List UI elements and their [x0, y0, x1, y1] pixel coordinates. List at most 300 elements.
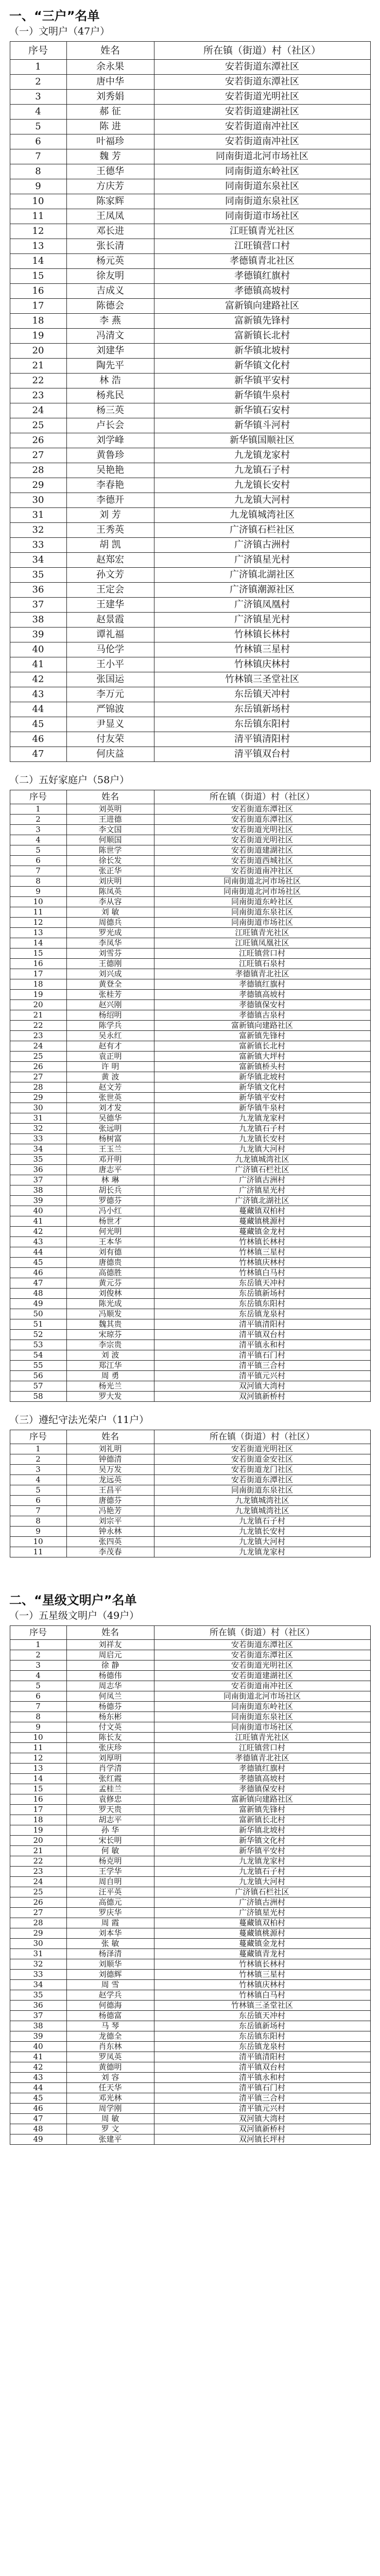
row-number: 10 — [10, 194, 66, 209]
location: 竹林镇庆林村 — [154, 1258, 370, 1268]
row-number: 37 — [10, 2011, 66, 2021]
location: 双河镇新桥村 — [154, 2124, 370, 2134]
location: 江旺镇青光社区 — [154, 224, 370, 239]
row-number: 50 — [10, 1309, 66, 1319]
person-name: 王学华 — [66, 1867, 154, 1877]
row-number: 9 — [10, 179, 66, 194]
location: 安若街道东潭社区 — [154, 804, 370, 815]
row-number: 1 — [10, 1640, 66, 1650]
table-row — [10, 1444, 370, 1454]
person-name: 刘秀娟 — [66, 90, 154, 105]
table-row — [10, 2011, 370, 2021]
person-name: 王小平 — [66, 657, 154, 672]
location: 江旺镇石泉村 — [154, 959, 370, 969]
table-row — [10, 448, 370, 463]
person-name: 陶先平 — [66, 359, 154, 374]
row-number: 13 — [10, 239, 66, 254]
table-row — [10, 1887, 370, 1897]
row-number: 15 — [10, 1784, 66, 1794]
person-name: 邓光林 — [66, 2093, 154, 2104]
table-row — [10, 239, 370, 254]
row-number: 45 — [10, 1258, 66, 1268]
person-name: 袁正明 — [66, 1052, 154, 1062]
row-number: 20 — [10, 1836, 66, 1846]
table-row — [10, 1805, 370, 1815]
row-number: 44 — [10, 702, 66, 717]
location: 安若街道金安社区 — [154, 1454, 370, 1465]
row-number: 6 — [10, 1496, 66, 1506]
row-number: 24 — [10, 1877, 66, 1887]
table-row — [10, 2062, 370, 2073]
table-row — [10, 1299, 370, 1309]
location: 安若街道建湖社区 — [154, 845, 370, 856]
row-number: 44 — [10, 1247, 66, 1258]
location: 新华镇牛泉村 — [154, 1103, 370, 1113]
person-name: 许 明 — [66, 1062, 154, 1072]
row-number: 12 — [10, 224, 66, 239]
location: 清平镇双台村 — [154, 1330, 370, 1340]
table-row — [10, 1537, 370, 1547]
person-name: 唐德贵 — [66, 1258, 154, 1268]
table-row — [10, 1897, 370, 1908]
row-number: 25 — [10, 418, 66, 433]
location: 广济镇北湖社区 — [154, 1196, 370, 1206]
table-row — [10, 269, 370, 284]
table-row — [10, 856, 370, 866]
table-row — [10, 1753, 370, 1764]
location: 安若街道南冲社区 — [154, 120, 370, 134]
row-number: 9 — [10, 1527, 66, 1537]
row-number: 57 — [10, 1381, 66, 1392]
table-row — [10, 1928, 370, 1939]
person-name: 何凤兰 — [66, 1691, 154, 1702]
person-name: 尹显义 — [66, 717, 154, 732]
person-name: 杨德芬 — [66, 1702, 154, 1712]
table-row — [10, 1216, 370, 1227]
row-number: 27 — [10, 1072, 66, 1082]
person-name: 张红霞 — [66, 1774, 154, 1784]
table-row — [10, 1671, 370, 1681]
location: 新华镇平安村 — [154, 1846, 370, 1856]
table-row — [10, 523, 370, 538]
table-row — [10, 553, 370, 568]
row-number: 29 — [10, 1928, 66, 1939]
row-number: 10 — [10, 1537, 66, 1547]
row-number: 19 — [10, 329, 66, 344]
row-number: 4 — [10, 1475, 66, 1485]
location: 富新镇桥头村 — [154, 1062, 370, 1072]
person-name: 李春艳 — [66, 478, 154, 493]
table-row — [10, 433, 370, 448]
table-row — [10, 1237, 370, 1247]
row-number: 22 — [10, 1021, 66, 1031]
location: 富新镇长北村 — [154, 1815, 370, 1825]
person-name: 王玉兰 — [66, 1144, 154, 1155]
person-name: 刘德辉 — [66, 1970, 154, 1980]
person-name: 王本华 — [66, 1237, 154, 1247]
table-row — [10, 2104, 370, 2114]
location: 清平镇永和村 — [154, 1340, 370, 1350]
person-name: 林 琳 — [66, 1175, 154, 1185]
person-name: 张长清 — [66, 239, 154, 254]
person-name: 宋长明 — [66, 1836, 154, 1846]
person-name: 陈光成 — [66, 1299, 154, 1309]
row-number: 28 — [10, 1918, 66, 1928]
row-number: 16 — [10, 284, 66, 299]
person-name: 刘 芳 — [66, 508, 154, 523]
person-name: 罗大发 — [66, 1392, 154, 1402]
location: 东岳镇天冲村 — [154, 687, 370, 702]
person-name: 杨德富 — [66, 2011, 154, 2021]
table-row — [10, 804, 370, 815]
location: 蔓藏镇双柏村 — [154, 1206, 370, 1216]
row-number: 52 — [10, 1330, 66, 1340]
location: 同南街道东泉社区 — [154, 907, 370, 918]
location: 清平镇三合村 — [154, 1361, 370, 1371]
location: 同南街道市场社区 — [154, 209, 370, 224]
location: 江旺镇青光社区 — [154, 928, 370, 938]
table-row — [10, 134, 370, 149]
location: 广济镇古洲村 — [154, 538, 370, 553]
location: 同南街道东泉社区 — [154, 194, 370, 209]
location: 九龙镇长安村 — [154, 1527, 370, 1537]
table-row — [10, 1733, 370, 1743]
location: 广济镇石栏社区 — [154, 1887, 370, 1897]
person-name: 杨德伟 — [66, 1671, 154, 1681]
person-name: 李文国 — [66, 825, 154, 835]
row-number: 35 — [10, 1990, 66, 2001]
table-row — [10, 1268, 370, 1278]
row-number: 30 — [10, 1939, 66, 1949]
table-row — [10, 702, 370, 717]
person-name: 王凤凤 — [66, 209, 154, 224]
row-number: 10 — [10, 1733, 66, 1743]
location: 安若街道东潭社区 — [154, 1650, 370, 1660]
table-row — [10, 598, 370, 613]
person-name: 钟永林 — [66, 1527, 154, 1537]
person-name: 周 雪 — [66, 1980, 154, 1990]
row-number: 39 — [10, 628, 66, 642]
row-number: 18 — [10, 979, 66, 990]
person-name: 周学刚 — [66, 2104, 154, 2114]
row-number: 46 — [10, 1268, 66, 1278]
row-number: 23 — [10, 1867, 66, 1877]
location: 同南街道东泉社区 — [154, 1485, 370, 1496]
row-number: 22 — [10, 374, 66, 388]
location: 富新镇先锋村 — [154, 1805, 370, 1815]
table-row — [10, 164, 370, 179]
person-name: 袁修忠 — [66, 1794, 154, 1805]
table-row — [10, 1165, 370, 1175]
location: 同南街道北河市场社区 — [154, 887, 370, 897]
location: 同南街道东岭社区 — [154, 1702, 370, 1712]
table-row — [10, 344, 370, 359]
table-row — [10, 1206, 370, 1216]
location: 新华镇国顺社区 — [154, 433, 370, 448]
location: 孝德镇红旗村 — [154, 269, 370, 284]
location: 新华镇平安村 — [154, 1093, 370, 1103]
person-name: 周 霞 — [66, 1918, 154, 1928]
person-name: 黄元芬 — [66, 1278, 154, 1289]
person-name: 李德开 — [66, 493, 154, 508]
table-row — [10, 1144, 370, 1155]
person-name: 王进德 — [66, 815, 154, 825]
person-name: 刘 波 — [66, 1350, 154, 1361]
row-number: 29 — [10, 478, 66, 493]
table-row — [10, 2124, 370, 2134]
table-row — [10, 1764, 370, 1774]
person-name: 李茂春 — [66, 1547, 154, 1557]
location: 新华镇文化村 — [154, 359, 370, 374]
table-header-row — [10, 1626, 370, 1640]
location: 九龙镇龙家村 — [154, 1547, 370, 1557]
location: 孝德镇青北社区 — [154, 254, 370, 269]
table-row — [10, 1918, 370, 1928]
table-row — [10, 90, 370, 105]
row-number: 33 — [10, 538, 66, 553]
row-number: 51 — [10, 1319, 66, 1330]
row-number: 32 — [10, 523, 66, 538]
row-number: 11 — [10, 1743, 66, 1753]
row-number: 1 — [10, 1444, 66, 1454]
table-row — [10, 1722, 370, 1733]
location: 新华镇牛泉村 — [154, 388, 370, 403]
row-number: 35 — [10, 1155, 66, 1165]
column-header: 姓名 — [66, 1430, 154, 1444]
section-subheading: （二）五好家庭户（58户） — [9, 774, 130, 786]
row-number: 17 — [10, 969, 66, 979]
person-name: 谭礼福 — [66, 628, 154, 642]
row-number: 39 — [10, 1196, 66, 1206]
row-number: 48 — [10, 1289, 66, 1299]
location: 富新镇长北村 — [154, 329, 370, 344]
table-row — [10, 1475, 370, 1485]
person-name: 何顺国 — [66, 835, 154, 845]
location: 九龙镇城湾社区 — [154, 508, 370, 523]
person-name: 周志华 — [66, 1681, 154, 1691]
row-number: 49 — [10, 1299, 66, 1309]
row-number: 8 — [10, 876, 66, 887]
location: 孝德镇红旗村 — [154, 979, 370, 990]
person-name: 冯艳芳 — [66, 1506, 154, 1516]
person-name: 赵有才 — [66, 1041, 154, 1052]
location: 新华镇斗河村 — [154, 418, 370, 433]
table-row — [10, 1660, 370, 1671]
location: 清平镇清阳村 — [154, 1319, 370, 1330]
row-number: 4 — [10, 1671, 66, 1681]
person-name: 赵兴刚 — [66, 1000, 154, 1010]
table-row — [10, 60, 370, 75]
location: 安若街道建湖社区 — [154, 1671, 370, 1681]
table-row — [10, 897, 370, 907]
location: 富新镇向建路社区 — [154, 1021, 370, 1031]
location: 九龙镇石子村 — [154, 1516, 370, 1527]
location: 孝德镇保安村 — [154, 1784, 370, 1794]
person-name: 周启元 — [66, 1650, 154, 1660]
table-row — [10, 938, 370, 948]
row-number: 17 — [10, 299, 66, 314]
location: 安若街道南冲社区 — [154, 866, 370, 876]
row-number: 24 — [10, 1041, 66, 1052]
row-number: 38 — [10, 1185, 66, 1196]
location: 竹林镇长林村 — [154, 1237, 370, 1247]
location: 广济镇星光村 — [154, 613, 370, 628]
row-number: 39 — [10, 2031, 66, 2042]
person-name: 张四英 — [66, 1537, 154, 1547]
row-number: 41 — [10, 657, 66, 672]
person-name: 黄 波 — [66, 1072, 154, 1082]
location: 九龙镇长安村 — [154, 1134, 370, 1144]
person-name: 赵郑宏 — [66, 553, 154, 568]
table-row — [10, 1330, 370, 1340]
location: 清平镇双台村 — [154, 747, 370, 762]
row-number: 4 — [10, 105, 66, 120]
person-name: 胡志平 — [66, 1815, 154, 1825]
person-name: 杨元英 — [66, 254, 154, 269]
person-name: 刘厚明 — [66, 1753, 154, 1764]
location: 富新镇先锋村 — [154, 314, 370, 329]
location: 竹林镇三星村 — [154, 642, 370, 657]
table-row — [10, 1454, 370, 1465]
table-row — [10, 209, 370, 224]
table-row — [10, 1784, 370, 1794]
row-number: 28 — [10, 463, 66, 478]
table-row — [10, 1062, 370, 1072]
table-row — [10, 1825, 370, 1836]
location: 竹林镇庆林村 — [154, 657, 370, 672]
person-name: 魏其贵 — [66, 1319, 154, 1330]
table-row — [10, 418, 370, 433]
table-row — [10, 2093, 370, 2104]
row-number: 45 — [10, 2093, 66, 2104]
row-number: 15 — [10, 269, 66, 284]
row-number: 31 — [10, 1949, 66, 1959]
location: 安若街道东潭社区 — [154, 1640, 370, 1650]
location: 同南街道东泉社区 — [154, 1712, 370, 1722]
row-number: 38 — [10, 613, 66, 628]
location: 安若街道西城社区 — [154, 856, 370, 866]
table-row — [10, 1485, 370, 1496]
person-name: 黄登全 — [66, 979, 154, 990]
table-row — [10, 2001, 370, 2011]
person-name: 龙远英 — [66, 1475, 154, 1485]
table-row — [10, 1319, 370, 1330]
person-name: 何庆益 — [66, 747, 154, 762]
row-number: 27 — [10, 1908, 66, 1918]
table-row — [10, 359, 370, 374]
row-number: 35 — [10, 568, 66, 583]
table-row — [10, 1309, 370, 1319]
person-name: 周 敏 — [66, 2114, 154, 2124]
row-number: 13 — [10, 928, 66, 938]
row-number: 40 — [10, 1206, 66, 1216]
row-number: 8 — [10, 164, 66, 179]
table-row — [10, 969, 370, 979]
table-row — [10, 299, 370, 314]
column-header: 所在镇（街道）村（社区） — [154, 790, 370, 804]
table-row — [10, 1959, 370, 1970]
table-row — [10, 979, 370, 990]
row-number: 19 — [10, 990, 66, 1000]
location: 孝德镇青北社区 — [154, 1753, 370, 1764]
person-name: 刘 容 — [66, 2073, 154, 2083]
person-name: 黄德明 — [66, 2062, 154, 2073]
table-row — [10, 1980, 370, 1990]
person-name: 余永果 — [66, 60, 154, 75]
row-number: 23 — [10, 388, 66, 403]
table-row — [10, 1041, 370, 1052]
row-number: 31 — [10, 508, 66, 523]
location: 孝德镇高坡村 — [154, 1774, 370, 1784]
location: 竹林镇庆林村 — [154, 1980, 370, 1990]
location: 江旺镇青光社区 — [154, 1733, 370, 1743]
table-row — [10, 2134, 370, 2145]
row-number: 40 — [10, 2042, 66, 2052]
location: 同南街道东泉社区 — [154, 179, 370, 194]
table-row — [10, 1227, 370, 1237]
person-name: 刘建华 — [66, 344, 154, 359]
location: 同南街道北河市场社区 — [154, 149, 370, 164]
location: 同南街道东岭社区 — [154, 164, 370, 179]
person-name: 王昌平 — [66, 1485, 154, 1496]
table-row — [10, 254, 370, 269]
row-number: 42 — [10, 1227, 66, 1237]
table-row — [10, 959, 370, 969]
person-name: 龙德全 — [66, 2031, 154, 2042]
table-row — [10, 1774, 370, 1784]
person-name: 付友荣 — [66, 732, 154, 747]
person-name: 肖学清 — [66, 1764, 154, 1774]
person-name: 陈凤英 — [66, 887, 154, 897]
row-number: 14 — [10, 1774, 66, 1784]
location: 安若街道光明社区 — [154, 1444, 370, 1454]
row-number: 18 — [10, 314, 66, 329]
table-row — [10, 1072, 370, 1082]
row-number: 33 — [10, 1134, 66, 1144]
table-row — [10, 1134, 370, 1144]
table-row — [10, 1247, 370, 1258]
column-header: 序号 — [10, 1430, 66, 1444]
row-number: 44 — [10, 2083, 66, 2093]
row-number: 37 — [10, 1175, 66, 1185]
table-row — [10, 1465, 370, 1475]
table-row — [10, 815, 370, 825]
row-number: 46 — [10, 732, 66, 747]
person-name: 张正华 — [66, 866, 154, 876]
location: 同南街道市场社区 — [154, 918, 370, 928]
row-number: 20 — [10, 344, 66, 359]
person-name: 李万元 — [66, 687, 154, 702]
person-name: 付文英 — [66, 1722, 154, 1733]
person-name: 赵文芳 — [66, 1082, 154, 1093]
table-row — [10, 1506, 370, 1516]
person-name: 吴艳艳 — [66, 463, 154, 478]
section-subheading: （一）五星级文明户（49户） — [9, 1610, 140, 1621]
table-row — [10, 2031, 370, 2042]
person-name: 刘才发 — [66, 1103, 154, 1113]
row-number: 36 — [10, 1165, 66, 1175]
row-number: 2 — [10, 1454, 66, 1465]
location: 竹林镇白马村 — [154, 1990, 370, 2001]
table-row — [10, 463, 370, 478]
location: 广济镇古洲村 — [154, 1175, 370, 1185]
table-row — [10, 1496, 370, 1506]
person-name: 罗德芬 — [66, 1196, 154, 1206]
person-name: 杨东彬 — [66, 1712, 154, 1722]
table-row — [10, 568, 370, 583]
table-row — [10, 825, 370, 835]
person-name: 吴德华 — [66, 1113, 154, 1124]
